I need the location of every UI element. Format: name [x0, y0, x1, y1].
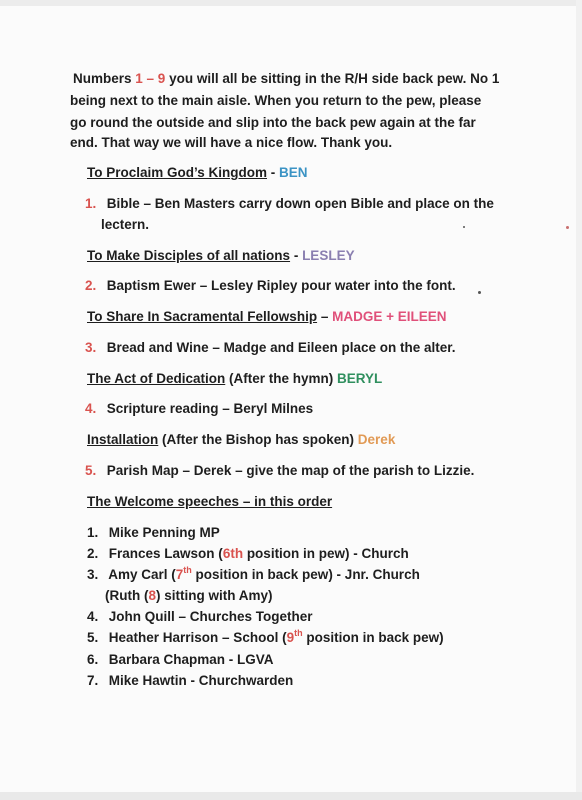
item-text-pre: (Ruth (	[105, 588, 149, 603]
item-number: 1.	[87, 525, 99, 540]
person-name: BEN	[279, 165, 308, 180]
scan-edge-right	[576, 0, 582, 800]
position-highlight: 8	[148, 588, 156, 603]
item-text-post: position in pew) - Church	[243, 546, 409, 561]
item-text: Bible – Ben Masters carry down open Bible and place on the	[106, 196, 494, 211]
item-text: John Quill – Churches Together	[108, 609, 313, 624]
intro-line-3: go round the outside and slip into the back pew again at the far	[70, 115, 476, 130]
section-title: To Make Disciples of all nations	[87, 248, 291, 263]
position-highlight: 6th	[222, 546, 244, 561]
item-text: Mike Hawtin - Churchwarden	[108, 673, 294, 688]
separator: –	[317, 309, 333, 324]
item-number: 1.	[85, 196, 97, 211]
item-1-continuation: lectern.	[101, 217, 150, 232]
item-number: 4.	[85, 401, 97, 416]
welcome-item-3-continuation	[105, 587, 273, 605]
scan-speck	[463, 226, 465, 228]
intro-line-2: being next to the main aisle. When you return to the pew, please	[70, 93, 482, 108]
item-text: Parish Map – Derek – give the map of the parish to Lizzie.	[106, 463, 475, 478]
welcome-item-5	[87, 629, 444, 647]
item-text: Bread and Wine – Madge and Eileen place on the alter.	[106, 340, 456, 355]
item-number: 3.	[87, 567, 99, 582]
welcome-item-7	[87, 672, 293, 690]
section-heading-installation	[87, 431, 395, 449]
item-number: 2.	[85, 278, 97, 293]
welcome-item-4	[87, 608, 313, 626]
item-number: 6.	[87, 652, 99, 667]
item-text-pre: Amy Carl (	[108, 567, 176, 582]
item-1	[85, 195, 494, 213]
section-title: The Welcome speeches – in this order	[87, 494, 333, 509]
section-heading-dedication	[87, 370, 382, 388]
intro-line-1	[73, 70, 499, 88]
item-text-post: position in back pew) - Jnr. Church	[191, 567, 420, 582]
welcome-item-2	[87, 545, 409, 563]
scan-edge-top	[0, 0, 582, 6]
item-number: 5.	[85, 463, 97, 478]
separator: -	[290, 248, 303, 263]
item-number: 3.	[85, 340, 97, 355]
item-number: 5.	[87, 630, 99, 645]
person-name: BERYL	[337, 371, 383, 386]
ordinal-suffix: th	[183, 565, 192, 575]
intro-line-1-rest: you will all be sitting in the R/H side back pew. No 1	[169, 71, 500, 86]
item-text-post: position in back pew)	[302, 630, 444, 645]
item-text: Mike Penning MP	[108, 525, 220, 540]
scan-speck	[566, 226, 569, 229]
section-heading-disciples	[87, 247, 355, 265]
welcome-heading	[87, 493, 332, 511]
item-text: Baptism Ewer – Lesley Ripley pour water into the font.	[106, 278, 456, 293]
separator: -	[267, 165, 280, 180]
item-text: Barbara Chapman - LGVA	[108, 652, 274, 667]
item-3	[85, 339, 456, 357]
welcome-item-6	[87, 651, 274, 669]
person-name: LESLEY	[302, 248, 355, 263]
welcome-item-1	[87, 524, 220, 542]
item-text: Scripture reading – Beryl Milnes	[106, 401, 314, 416]
section-title: To Share In Sacramental Fellowship	[87, 309, 318, 324]
scan-edge-bottom	[0, 792, 582, 800]
position-highlight: 9	[286, 630, 295, 645]
section-title: The Act of Dedication	[87, 371, 226, 386]
section-title: To Proclaim God’s Kingdom	[87, 165, 268, 180]
item-2	[85, 277, 456, 295]
item-number: 7.	[87, 673, 99, 688]
scan-speck	[478, 291, 481, 294]
welcome-item-3	[87, 566, 420, 584]
person-name: Derek	[357, 432, 396, 447]
item-4	[85, 400, 313, 418]
section-title: Installation	[87, 432, 159, 447]
section-heading-proclaim	[87, 164, 308, 182]
intro-line-4: end. That way we will have a nice flow. Thank you.	[70, 135, 393, 150]
item-text-pre: Frances Lawson (	[108, 546, 223, 561]
section-heading-fellowship	[87, 308, 446, 326]
position-highlight: 7	[175, 567, 184, 582]
item-text-pre: Heather Harrison – School (	[108, 630, 287, 645]
item-number: 2.	[87, 546, 99, 561]
item-text-post: ) sitting with Amy)	[156, 588, 273, 603]
numbers-label: Numbers	[73, 71, 132, 86]
item-5	[85, 462, 474, 480]
person-name: MADGE + EILEEN	[332, 309, 447, 324]
section-note: (After the Bishop has spoken)	[158, 432, 358, 447]
item-number: 4.	[87, 609, 99, 624]
section-note: (After the hymn)	[225, 371, 338, 386]
numbers-range: 1 – 9	[135, 71, 166, 86]
ordinal-suffix: th	[294, 628, 303, 638]
